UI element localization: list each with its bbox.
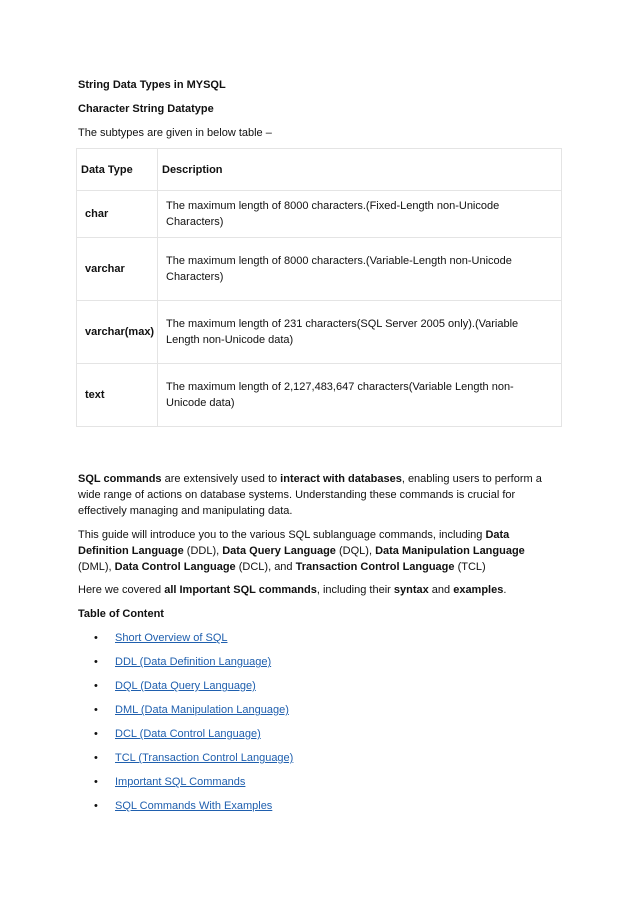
toc-link-tcl[interactable]: TCL (Transaction Control Language) bbox=[115, 752, 294, 764]
text-span: (DDL), bbox=[183, 545, 223, 557]
data-type-table bbox=[76, 148, 562, 427]
text-span: , enabling users to perform a wide range of actions on database systems. Understanding these commands is crucial for effectively managing and manipulating data. bbox=[78, 473, 542, 517]
toc-item bbox=[78, 678, 293, 702]
text-span: This guide will introduce you to the various SQL sublanguage commands, including bbox=[78, 529, 486, 541]
toc-item bbox=[78, 630, 293, 654]
document-title: String Data Types in MYSQL bbox=[78, 79, 226, 91]
bold-important-commands: all Important SQL commands bbox=[164, 584, 317, 596]
bold-interact-with-databases: interact with databases bbox=[280, 473, 402, 485]
bullet-icon: • bbox=[94, 656, 98, 668]
toc-link-dql[interactable]: DQL (Data Query Language) bbox=[115, 680, 256, 692]
toc-item bbox=[78, 654, 293, 678]
bold-tcl: Transaction Control Language bbox=[295, 561, 455, 573]
bold-examples: examples bbox=[453, 584, 504, 596]
text-span: . bbox=[503, 584, 507, 596]
sql-commands-paragraph bbox=[78, 471, 560, 519]
text-span: are extensively used to bbox=[161, 473, 281, 485]
data-type-cell: varchar(max) bbox=[77, 301, 158, 364]
toc-item bbox=[78, 750, 293, 774]
toc-link-dml[interactable]: DML (Data Manipulation Language) bbox=[115, 704, 289, 716]
bullet-icon: • bbox=[94, 704, 98, 716]
bold-dcl: Data Control Language bbox=[114, 561, 236, 573]
bullet-icon: • bbox=[94, 776, 98, 788]
description-cell: The maximum length of 8000 characters.(Variable-Length non-Unicode Characters) bbox=[158, 238, 562, 301]
bold-sql-commands: SQL commands bbox=[78, 473, 162, 485]
table-header-row bbox=[77, 149, 562, 191]
toc-title: Table of Content bbox=[78, 608, 164, 620]
toc-link-ddl[interactable]: DDL (Data Definition Language) bbox=[115, 656, 272, 668]
toc-link-commands-examples[interactable]: SQL Commands With Examples bbox=[115, 800, 273, 812]
toc-link-short-overview[interactable]: Short Overview of SQL bbox=[115, 632, 228, 644]
toc-item bbox=[78, 774, 293, 798]
description-cell: The maximum length of 8000 characters.(Fixed-Length non-Unicode Characters) bbox=[158, 191, 562, 238]
bold-dml: Data Manipulation Language bbox=[375, 545, 525, 557]
bold-dql: Data Query Language bbox=[222, 545, 336, 557]
toc-link-dcl[interactable]: DCL (Data Control Language) bbox=[115, 728, 261, 740]
bullet-icon: • bbox=[94, 632, 98, 644]
table-row bbox=[77, 364, 562, 427]
text-span: Here we covered bbox=[78, 584, 165, 596]
bold-ddl: Data Definition Language bbox=[78, 529, 510, 557]
column-header-data-type: Data Type bbox=[77, 149, 158, 191]
text-span: (DML), bbox=[78, 561, 115, 573]
description-cell: The maximum length of 2,127,483,647 characters(Variable Length non-Unicode data) bbox=[158, 364, 562, 427]
toc-item bbox=[78, 702, 293, 726]
text-span: (DCL), and bbox=[235, 561, 296, 573]
column-header-description: Description bbox=[158, 149, 562, 191]
section-subtitle: Character String Datatype bbox=[78, 103, 214, 115]
text-span: (TCL) bbox=[454, 561, 486, 573]
data-type-cell: char bbox=[77, 191, 158, 238]
bullet-icon: • bbox=[94, 800, 98, 812]
data-type-cell: varchar bbox=[77, 238, 158, 301]
description-cell: The maximum length of 231 characters(SQL Server 2005 only).(Variable Length non-Unicode data) bbox=[158, 301, 562, 364]
table-row bbox=[77, 238, 562, 301]
table-row bbox=[77, 301, 562, 364]
toc-item bbox=[78, 726, 293, 750]
table-of-contents bbox=[78, 630, 293, 822]
data-type-cell: text bbox=[77, 364, 158, 427]
toc-link-important-commands[interactable]: Important SQL Commands bbox=[115, 776, 246, 788]
bold-syntax: syntax bbox=[393, 584, 429, 596]
table-row bbox=[77, 191, 562, 238]
bullet-icon: • bbox=[94, 728, 98, 740]
text-span: and bbox=[428, 584, 454, 596]
sublanguage-paragraph bbox=[78, 527, 560, 575]
bullet-icon: • bbox=[94, 680, 98, 692]
intro-text: The subtypes are given in below table – bbox=[78, 127, 272, 139]
bullet-icon: • bbox=[94, 752, 98, 764]
toc-item bbox=[78, 798, 293, 822]
coverage-paragraph bbox=[78, 582, 560, 598]
text-span: (DQL), bbox=[335, 545, 376, 557]
text-span: , including their bbox=[316, 584, 394, 596]
